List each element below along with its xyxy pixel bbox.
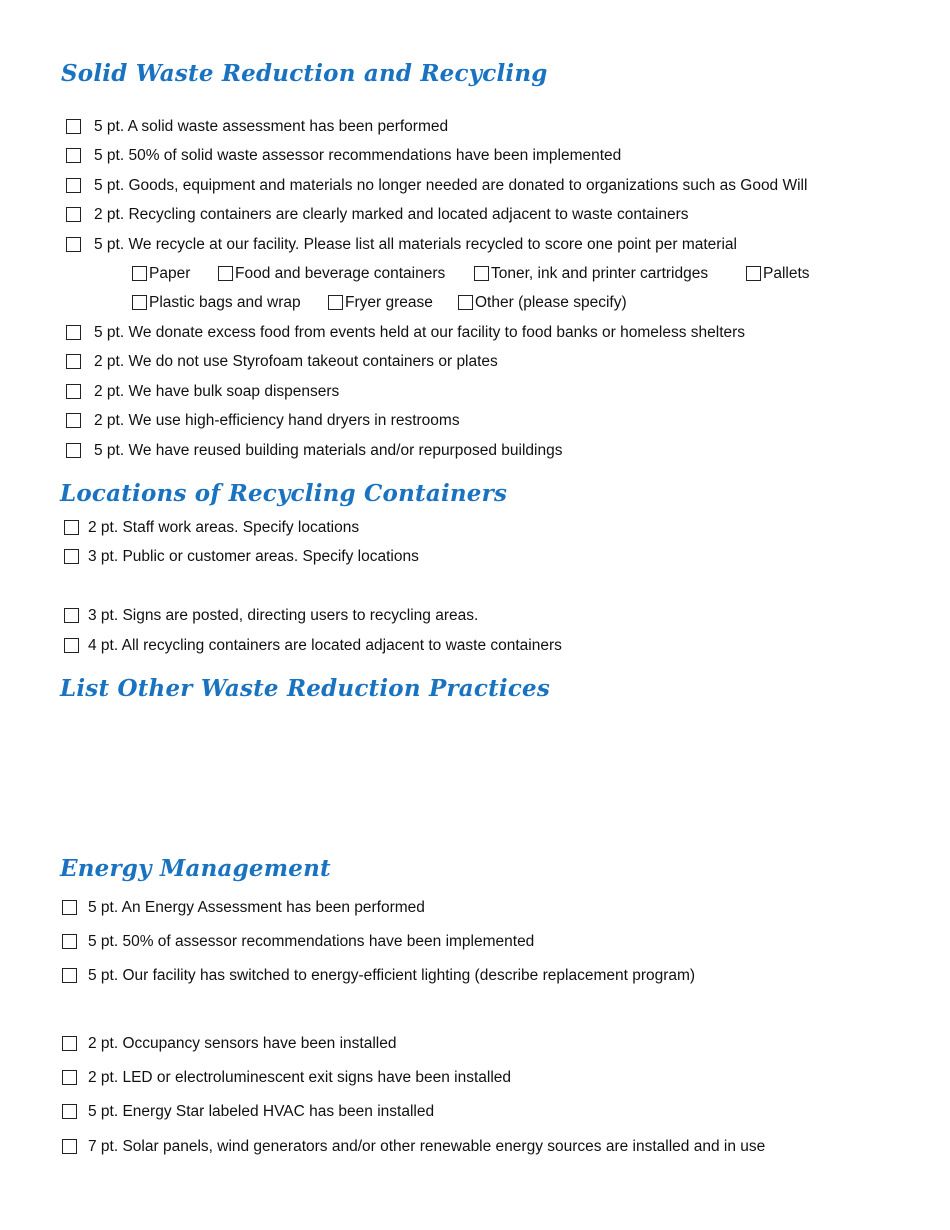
solid-waste-item[interactable] <box>66 234 737 256</box>
solid-waste-item-label: 5 pt. We donate excess food from events held at our facility to food banks or homeless shelters <box>94 324 746 341</box>
material-option-toner[interactable] <box>474 263 709 285</box>
checkbox[interactable] <box>328 295 343 310</box>
energy-item-label: 5 pt. An Energy Assessment has been performed <box>88 899 425 916</box>
energy-item[interactable] <box>62 1101 435 1123</box>
solid-waste-item[interactable] <box>66 410 460 432</box>
material-option-plastic-bags[interactable] <box>132 292 301 314</box>
energy-item[interactable] <box>62 1033 397 1055</box>
solid-waste-item-label: 5 pt. 50% of solid waste assessor recommendations have been implemented <box>94 147 622 164</box>
solid-waste-item[interactable] <box>66 145 622 167</box>
checkbox[interactable] <box>746 266 761 281</box>
checkbox[interactable] <box>66 237 81 252</box>
material-option-pallets[interactable] <box>746 263 810 285</box>
solid-waste-heading: Solid Waste Reduction and Recycling <box>61 60 548 87</box>
solid-waste-item-label: 2 pt. We do not use Styrofoam takeout containers or plates <box>94 353 498 370</box>
energy-item[interactable] <box>62 897 425 919</box>
material-label: Other (please specify) <box>475 294 627 311</box>
location-item-label: 4 pt. All recycling containers are located adjacent to waste containers <box>88 637 562 654</box>
checkbox[interactable] <box>132 295 147 310</box>
energy-item-label: 5 pt. Energy Star labeled HVAC has been installed <box>88 1103 435 1120</box>
solid-waste-item[interactable] <box>66 175 808 197</box>
locations-heading: Locations of Recycling Containers <box>60 480 508 507</box>
solid-waste-item-label: 5 pt. Goods, equipment and materials no longer needed are donated to organizations such as Good Will <box>94 177 808 194</box>
checkbox[interactable] <box>66 443 81 458</box>
solid-waste-item[interactable] <box>66 381 340 403</box>
checkbox[interactable] <box>62 900 77 915</box>
checkbox[interactable] <box>62 968 77 983</box>
checkbox[interactable] <box>66 354 81 369</box>
checkbox[interactable] <box>62 934 77 949</box>
checkbox[interactable] <box>62 1104 77 1119</box>
checkbox[interactable] <box>66 325 81 340</box>
checkbox[interactable] <box>66 207 81 222</box>
solid-waste-item-label: 5 pt. We have reused building materials and/or repurposed buildings <box>94 442 563 459</box>
location-item-label: 3 pt. Signs are posted, directing users to recycling areas. <box>88 607 479 624</box>
checkbox[interactable] <box>64 520 79 535</box>
material-option-food-containers[interactable] <box>218 263 446 285</box>
checkbox[interactable] <box>66 148 81 163</box>
energy-item[interactable] <box>62 1136 766 1158</box>
location-item-label: 3 pt. Public or customer areas. Specify locations <box>88 548 419 565</box>
material-label: Food and beverage containers <box>235 265 446 282</box>
material-label: Toner, ink and printer cartridges <box>491 265 709 282</box>
checkbox[interactable] <box>66 384 81 399</box>
material-label: Paper <box>149 265 191 282</box>
location-item-label: 2 pt. Staff work areas. Specify locations <box>88 519 360 536</box>
energy-item[interactable] <box>62 1067 512 1089</box>
checkbox[interactable] <box>458 295 473 310</box>
checkbox[interactable] <box>474 266 489 281</box>
energy-heading: Energy Management <box>60 855 331 882</box>
solid-waste-item[interactable] <box>66 440 563 462</box>
other-practices-heading: List Other Waste Reduction Practices <box>60 675 551 702</box>
checkbox[interactable] <box>62 1139 77 1154</box>
checkbox[interactable] <box>66 119 81 134</box>
material-label: Pallets <box>763 265 810 282</box>
location-item[interactable] <box>64 546 419 568</box>
energy-item-label: 2 pt. LED or electroluminescent exit signs have been installed <box>88 1069 512 1086</box>
checkbox[interactable] <box>64 638 79 653</box>
solid-waste-item[interactable] <box>66 116 449 138</box>
solid-waste-item-label: 2 pt. We have bulk soap dispensers <box>94 383 340 400</box>
location-item[interactable] <box>64 635 562 657</box>
checkbox[interactable] <box>66 413 81 428</box>
material-label: Plastic bags and wrap <box>149 294 301 311</box>
solid-waste-item[interactable] <box>66 204 689 226</box>
solid-waste-item[interactable] <box>66 351 498 373</box>
solid-waste-item-label: 2 pt. We use high-efficiency hand dryers in restrooms <box>94 412 460 429</box>
energy-item-label: 5 pt. 50% of assessor recommendations have been implemented <box>88 933 535 950</box>
checkbox[interactable] <box>218 266 233 281</box>
solid-waste-item-label: 5 pt. A solid waste assessment has been performed <box>94 118 449 135</box>
checkbox[interactable] <box>64 549 79 564</box>
location-item[interactable] <box>64 605 479 627</box>
energy-item-label: 5 pt. Our facility has switched to energy-efficient lighting (describe replacement program) <box>88 967 696 984</box>
energy-item[interactable] <box>62 931 535 953</box>
location-item[interactable] <box>64 517 360 539</box>
solid-waste-item-label: 2 pt. Recycling containers are clearly marked and located adjacent to waste containers <box>94 206 689 223</box>
solid-waste-item-label: 5 pt. We recycle at our facility. Please list all materials recycled to score one point per material <box>94 236 737 253</box>
checkbox[interactable] <box>62 1070 77 1085</box>
solid-waste-item[interactable] <box>66 322 746 344</box>
material-label: Fryer grease <box>345 294 433 311</box>
material-option-other[interactable] <box>458 292 627 314</box>
checkbox[interactable] <box>62 1036 77 1051</box>
checkbox[interactable] <box>66 178 81 193</box>
energy-item[interactable] <box>62 965 696 987</box>
energy-item-label: 7 pt. Solar panels, wind generators and/or other renewable energy sources are installed and in use <box>88 1138 766 1155</box>
checkbox[interactable] <box>132 266 147 281</box>
energy-item-label: 2 pt. Occupancy sensors have been installed <box>88 1035 397 1052</box>
material-option-fryer-grease[interactable] <box>328 292 433 314</box>
checkbox[interactable] <box>64 608 79 623</box>
material-option-paper[interactable] <box>132 263 191 285</box>
